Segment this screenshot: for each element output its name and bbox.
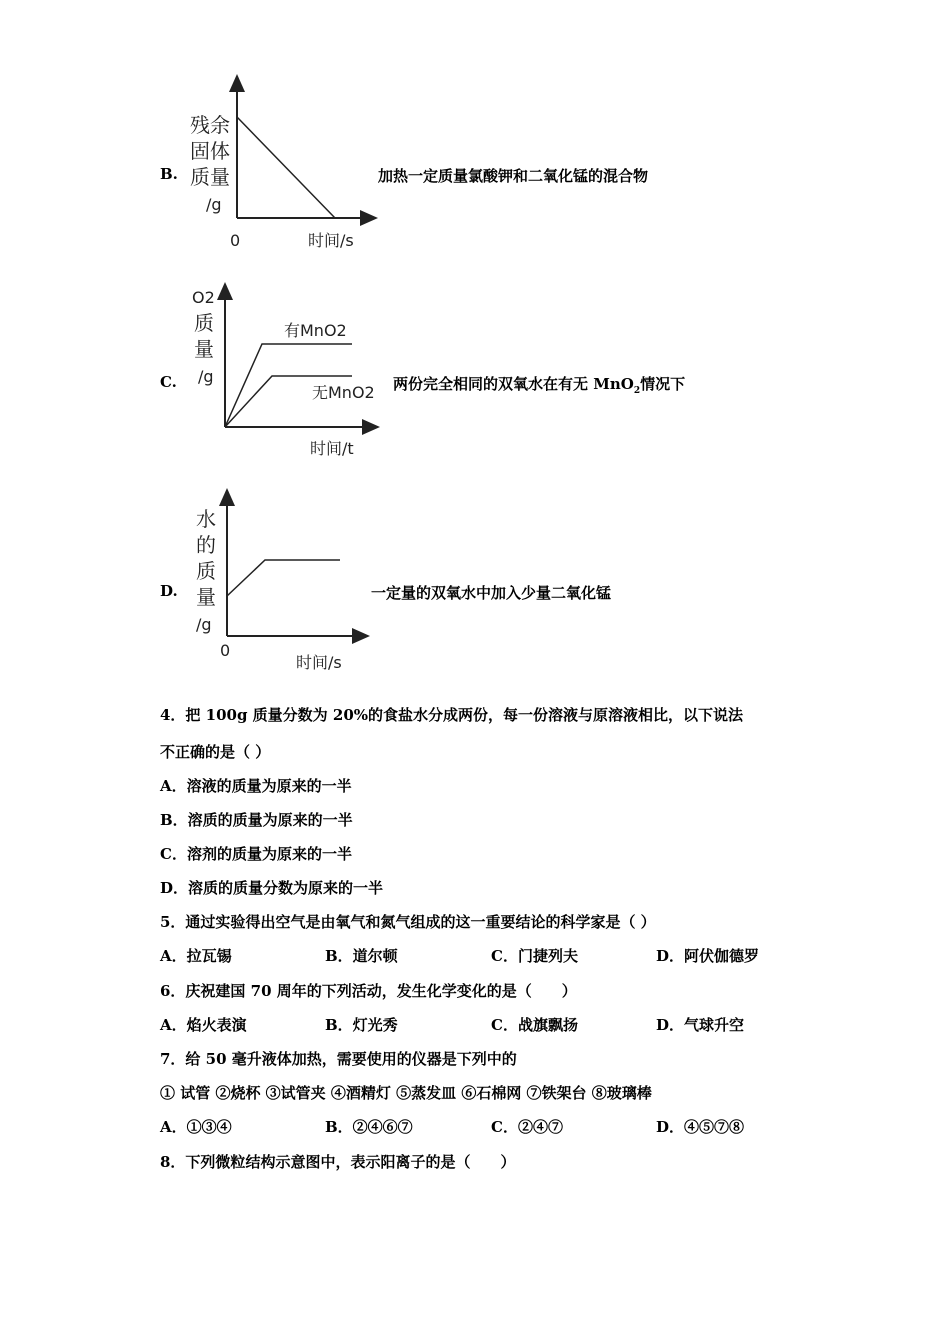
graph-c-bottom-label: 无MnO2 [312,383,375,402]
graph-d-xlabel: 时间/s [296,653,342,672]
q6-stem: 6．庆祝建国 70 周年的下列活动，发生化学变化的是（ ） [160,982,577,1000]
q7-choice-d: D．④⑤⑦⑧ [656,1118,745,1136]
q5-choice-d: D．阿伏伽德罗 [656,947,760,965]
graph-b-ylabel-4: /g [206,195,222,214]
q7-choice-b: B．②④⑥⑦ [325,1118,413,1136]
q4-choice-c: C．溶剂的质量为原来的一半 [160,845,352,863]
graph-b-ylabel-3: 质量 [190,165,230,189]
q5-choice-a: A．拉瓦锡 [160,947,232,965]
graph-d-ylabel-3: 质 [196,559,216,583]
graph-b [180,70,380,255]
option-d-desc: 一定量的双氧水中加入少量二氧化锰 [371,584,612,602]
q4-stem-line2: 不正确的是（ ） [160,743,271,761]
option-b-letter: B. [160,165,178,183]
graph-c-ylabel-2: 质 [194,311,214,335]
graph-d-ylabel-1: 水 [196,507,216,531]
graph-c-ylabel-4: /g [198,367,214,386]
q4-stem-line1: 4．把 100g 质量分数为 20%的食盐水分成两份，每一份溶液与原溶液相比，以下说法 [160,706,744,724]
graph-b-origin: 0 [230,231,241,250]
option-c-letter: C. [160,373,177,391]
q4-choice-a: A．溶液的质量为原来的一半 [160,777,352,795]
q5-choice-c: C．门捷列夫 [491,947,578,965]
graph-c [180,280,395,465]
graph-c-ylabel-3: 量 [194,337,214,361]
q6-choice-a: A．焰火表演 [160,1016,247,1034]
option-b-desc: 加热一定质量氯酸钾和二氧化锰的混合物 [378,167,649,185]
graph-b-ylabel-2: 固体 [190,139,230,163]
graph-d-origin: 0 [220,641,231,660]
graph-d-ylabel-4: 量 [196,585,216,609]
graph-b-curve [237,117,335,218]
graph-d-curve [227,560,340,596]
q7-choice-a: A．①③④ [160,1118,232,1136]
graph-d-ylabel-5: /g [196,615,212,634]
q8-stem: 8．下列微粒结构示意图中，表示阳离子的是（ ） [160,1153,516,1171]
graph-d-ylabel-2: 的 [196,533,216,557]
q5-stem: 5．通过实验得出空气是由氧气和氮气组成的这一重要结论的科学家是（ ） [160,913,656,931]
q4-choice-d: D．溶质的质量分数为原来的一半 [160,879,384,897]
q7-choice-c: C．②④⑦ [491,1118,563,1136]
graph-b-ylabel-1: 残余 [190,113,230,137]
graph-c-ylabel-1: O2 [192,288,215,307]
q5-choice-b: B．道尔顿 [325,947,398,965]
option-d-letter: D. [160,582,178,600]
q7-stem-line1: 7．给 50 毫升液体加热，需要使用的仪器是下列中的 [160,1050,517,1068]
q6-choice-d: D．气球升空 [656,1016,745,1034]
q7-stem-line2: ① 试管 ②烧杯 ③试管夹 ④酒精灯 ⑤蒸发皿 ⑥石棉网 ⑦铁架台 ⑧玻璃棒 [160,1084,652,1102]
graph-c-xlabel: 时间/t [310,439,354,458]
option-c-desc: 两份完全相同的双氧水在有无 MnO$_2$情况下 [393,375,686,396]
graph-d [180,488,375,680]
graph-c-top-label: 有MnO2 [284,321,347,340]
q4-choice-b: B．溶质的质量为原来的一半 [160,811,353,829]
graph-b-xlabel: 时间/s [308,231,354,250]
q6-choice-c: C．战旗飘扬 [491,1016,578,1034]
q6-choice-b: B．灯光秀 [325,1016,398,1034]
